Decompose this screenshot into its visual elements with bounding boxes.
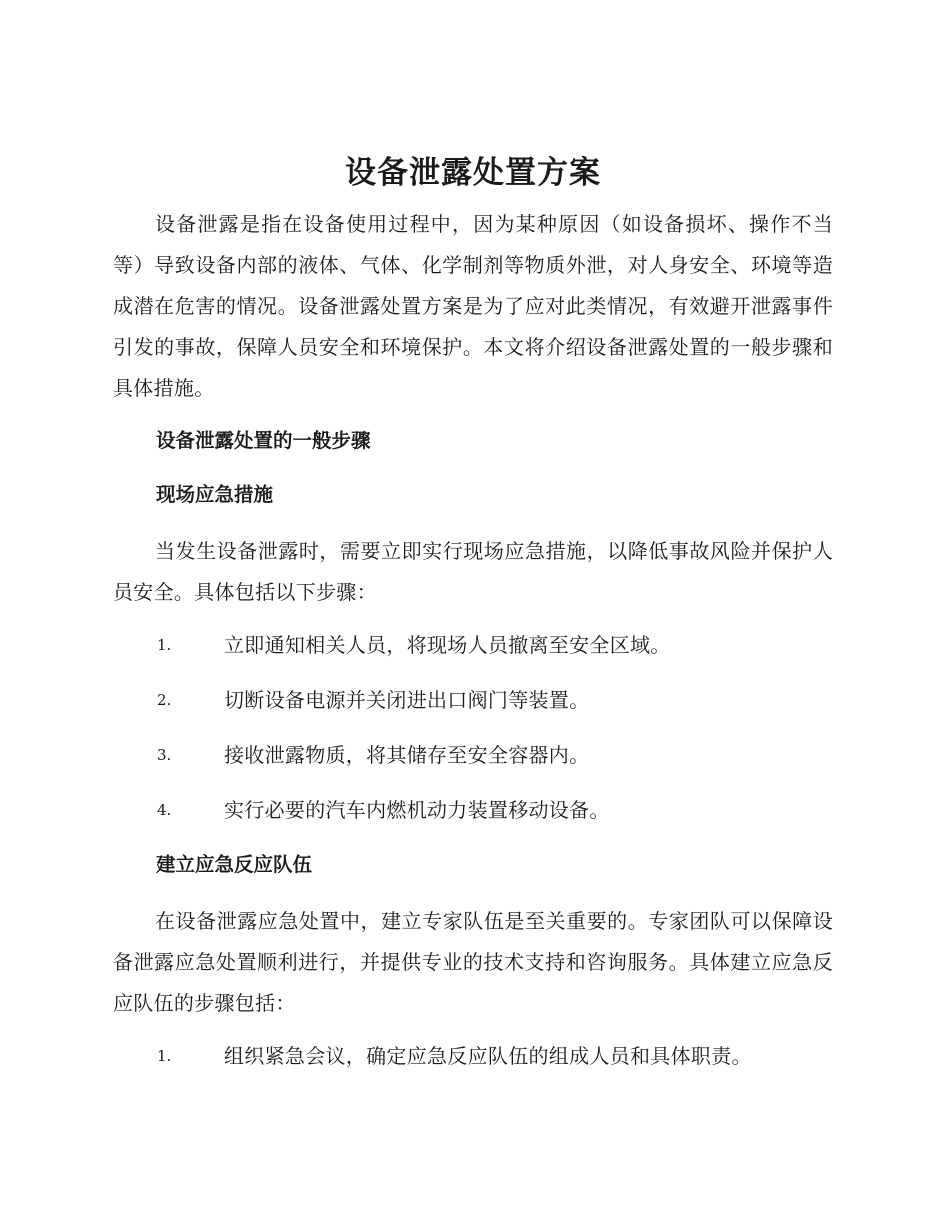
document-title: 设备泄露处置方案 — [345, 155, 601, 191]
list-item-text: 实行必要的汽车内燃机动力装置移动设备。 — [224, 798, 610, 822]
subsection-heading-onsite-measures: 现场应急措施 — [156, 483, 274, 506]
onsite-measures-list — [113, 627, 833, 828]
list-item — [113, 682, 833, 718]
section-heading-general-steps: 设备泄露处置的一般步骤 — [156, 429, 371, 452]
response-team-list — [113, 1038, 833, 1074]
list-item — [113, 792, 833, 828]
subsection-heading-response-team: 建立应急反应队伍 — [156, 853, 313, 876]
list-item-number: 2. — [157, 691, 172, 709]
response-team-paragraph: 在设备泄露应急处置中，建立专家队伍是至关重要的。专家团队可以保障设备泄露应急处置顺利进行，并提供专业的技术支持和咨询服务。具体建立应急反应队伍的步骤包括： — [113, 909, 833, 1015]
list-item — [113, 1038, 833, 1074]
list-item-text: 接收泄露物质，将其储存至安全容器内。 — [224, 743, 590, 767]
onsite-measures-paragraph: 当发生设备泄露时，需要立即实行现场应急措施，以降低事故风险并保护人员安全。具体包括以下步骤： — [113, 539, 833, 604]
list-item — [113, 737, 833, 773]
list-item-number: 4. — [157, 801, 172, 819]
list-item-number: 1. — [157, 636, 172, 654]
list-item-number: 3. — [157, 746, 172, 764]
list-item-text: 组织紧急会议，确定应急反应队伍的组成人员和具体职责。 — [224, 1044, 752, 1068]
list-item-text: 切断设备电源并关闭进出口阀门等装置。 — [224, 688, 590, 712]
list-item-text: 立即通知相关人员，将现场人员撤离至安全区域。 — [224, 633, 671, 657]
list-item-number: 1. — [157, 1047, 172, 1065]
list-item — [113, 627, 833, 663]
intro-paragraph: 设备泄露是指在设备使用过程中，因为某种原因（如设备损坏、操作不当等）导致设备内部的液体、气体、化学制剂等物质外泄，对人身安全、环境等造成潜在危害的情况。设备泄露处置方案是为了应对此类情况，有效避开泄露事件引发的事故，保障人员安全和环境保护。本文将介绍设备泄露处置的一般步骤和具体措施。 — [113, 212, 833, 400]
document-page — [113, 150, 833, 1093]
